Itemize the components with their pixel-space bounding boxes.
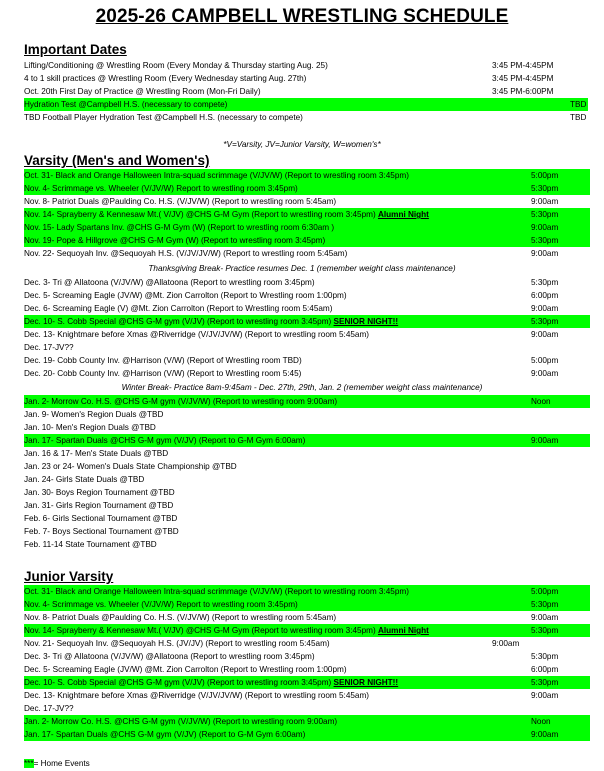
- senior-night-label: SENIOR NIGHT!!: [333, 317, 399, 326]
- varsity-event-row: Nov. 14- Sprayberry & Kennesaw Mt.( V/JV) @CHS G-M Gym (Report to wrestling room 3:45pm) Alumni Night 5:30pm: [24, 208, 590, 221]
- page-title: 2025-26 CAMPBELL WRESTLING SCHEDULE: [95, 6, 509, 27]
- varsity-event-row: Nov. 19- Pope & Hillgrove @CHS G-M Gym (W) (Report to wrestling room 3:45pm) 5:30pm: [24, 234, 590, 247]
- varsity-event-row: Jan. 10- Men's Region Duals @TBD: [24, 423, 156, 432]
- varsity-event-row: Jan. 24- Girls State Duals @TBD: [24, 475, 145, 484]
- legend-note: *V=Varsity, JV=Junior Varsity, W=women's*: [223, 140, 381, 149]
- varsity-event-row: Dec. 10- S. Cobb Special @CHS G-M gym (V/JV) (Report to wrestling room 3:45pm) SENIOR NIGHT!! 5:30pm: [24, 315, 590, 328]
- home-marker: ***: [24, 759, 34, 768]
- varsity-event-row: Feb. 6- Girls Sectional Tournament @TBD: [24, 514, 178, 523]
- varsity-event-row: Jan. 2- Morrow Co. H.S. @CHS G-M gym (V/JV/W) (Report to wrestling room 9:00am) Noon: [24, 395, 590, 408]
- jv-event-row: Dec. 3- Tri @ Allatoona (V/JV/W) @Allatoona (Report to wrestling room 3:45pm) 5:30pm: [24, 652, 559, 661]
- varsity-event-row: Oct. 31- Black and Orange Halloween Intra-squad scrimmage (V/JV/W) (Report to wrestling room 3:45pm) 5:00pm: [24, 169, 590, 182]
- jv-event-row: Dec. 5- Screaming Eagle (JV/W) @Mt. Zion Carrolton (Report to Wrestling room 1:00pm) 6:00pm: [24, 665, 559, 674]
- home-events-legend: ***= Home Events: [24, 759, 90, 768]
- jv-event-row: Nov. 21- Sequoyah Inv. @Sequoyah H.S. (JV/JV) (Report to wrestling room 5:45am) 9:00am: [24, 639, 520, 648]
- varsity-event-row: Dec. 13- Knightmare before Xmas @Riverridge (V/JV/JV/W) (Report to wrestling room 5:45am) 9:00am: [24, 330, 559, 339]
- alumni-night-label: Alumni Night: [377, 626, 429, 635]
- varsity-event-row: Nov. 8- Patriot Duals @Paulding Co. H.S. (V/JV/W) (Report to wrestling room 5:45am) 9:00am: [24, 197, 559, 206]
- varsity-event-row: Nov. 15- Lady Spartans Inv. @CHS G-M Gym (W) (Report to wrestling room 6:30am ) 9:00am: [24, 221, 590, 234]
- varsity-event-row: Jan. 17- Spartan Duals @CHS G-M gym (V/JV) (Report to G-M Gym 6:00am) 9:00am: [24, 434, 590, 447]
- jv-event-row: Dec. 17-JV??: [24, 704, 74, 713]
- jv-event-row: Nov. 4- Scrimmage vs. Wheeler (V/JV/W) Report to wrestling room 3:45pm) 5:30pm: [24, 598, 590, 611]
- junior-varsity-heading: Junior Varsity: [24, 569, 114, 584]
- varsity-event-row: Dec. 19- Cobb County Inv. @Harrison (V/W) (Report of Wrestling room TBD) 5:00pm: [24, 356, 559, 365]
- varsity-event-row: Jan. 16 & 17- Men's State Duals @TBD: [24, 449, 169, 458]
- varsity-event-row: Nov. 22- Sequoyah Inv. @Sequoyah H.S. (V/JV/JV/W) (Report to wrestling room 5:45am) 9:00am: [24, 249, 559, 258]
- varsity-event-row: Feb. 7- Boys Sectional Tournament @TBD: [24, 527, 179, 536]
- varsity-event-row: Feb. 11-14 State Tournament @TBD: [24, 540, 157, 549]
- winter-break-note: Winter Break- Practice 8am-9:45am - Dec. 27th, 29th, Jan. 2 (remember weight class maintenance): [121, 383, 483, 392]
- varsity-heading: Varsity (Men's and Women's): [24, 153, 210, 168]
- varsity-event-row: Jan. 30- Boys Region Tournament @TBD: [24, 488, 175, 497]
- varsity-event-row: Jan. 9- Women's Region Duals @TBD: [24, 410, 164, 419]
- varsity-event-row: Jan. 31- Girls Region Tournament @TBD: [24, 501, 174, 510]
- jv-event-row: Nov. 14- Sprayberry & Kennesaw Mt.( V/JV) @CHS G-M Gym (Report to wrestling room 3:45pm) Alumni Night 5:30pm: [24, 624, 590, 637]
- varsity-event-row: Dec. 5- Screaming Eagle (JV/W) @Mt. Zion Carrolton (Report to Wrestling room 1:00pm) 6:00pm: [24, 291, 559, 300]
- important-date-row: TBD Football Player Hydration Test @Campbell H.S. (necessary to compete) TBD: [24, 113, 587, 122]
- thanksgiving-note: Thanksgiving Break- Practice resumes Dec. 1 (remember weight class maintenance): [148, 264, 456, 273]
- senior-night-label: SENIOR NIGHT!!: [333, 678, 399, 687]
- varsity-event-row: Dec. 17-JV??: [24, 343, 74, 352]
- varsity-event-row: Nov. 4- Scrimmage vs. Wheeler (V/JV/W) Report to wrestling room 3:45pm) 5:30pm: [24, 182, 590, 195]
- jv-event-row: Oct. 31- Black and Orange Halloween Intra-squad scrimmage (V/JV/W) (Report to wrestling room 3:45pm) 5:00pm: [24, 585, 590, 598]
- jv-event-row: Nov. 8- Patriot Duals @Paulding Co. H.S. (V/JV/W) (Report to wrestling room 5:45am) 9:00am: [24, 613, 559, 622]
- important-date-row: 4 to 1 skill practices @ Wrestling Room (Every Wednesday starting Aug. 27th) 3:45 PM-4:45PM: [24, 74, 554, 83]
- important-dates-heading: Important Dates: [24, 42, 127, 57]
- important-date-row: Oct. 20th First Day of Practice @ Wrestling Room (Mon-Fri Daily) 3:45 PM-6:00PM: [24, 87, 554, 96]
- important-date-row: Lifting/Conditioning @ Wrestling Room (Every Monday & Thursday starting Aug. 25) 3:45 PM-4:45PM: [24, 61, 554, 70]
- varsity-event-row: Dec. 3- Tri @ Allatoona (V/JV/W) @Allatoona (Report to wrestling room 3:45pm) 5:30pm: [24, 278, 559, 287]
- varsity-event-row: Jan. 23 or 24- Women's Duals State Championship @TBD: [24, 462, 237, 471]
- alumni-night-label: Alumni Night: [377, 210, 429, 219]
- jv-event-row: Jan. 2- Morrow Co. H.S. @CHS G-M gym (V/JV/W) (Report to wrestling room 9:00am) Noon: [24, 715, 590, 728]
- varsity-event-row: Dec. 6- Screaming Eagle (V) @Mt. Zion Carrolton (Report to Wrestling room 5:45am) 9:00am: [24, 304, 559, 313]
- jv-event-row: Dec. 13- Knightmare before Xmas @Riverridge (V/JV/JV/W) (Report to wrestling room 5:45am) 9:00am: [24, 691, 559, 700]
- jv-event-row: Dec. 10- S. Cobb Special @CHS G-M gym (V/JV) (Report to wrestling room 3:45pm) SENIOR NIGHT!! 5:30pm: [24, 676, 590, 689]
- important-date-row: Hydration Test @Campbell H.S. (necessary to compete) TBD: [24, 100, 587, 109]
- varsity-event-row: Dec. 20- Cobb County Inv. @Harrison (V/W) (Report to Wrestling room 5:45) 9:00am: [24, 369, 559, 378]
- jv-event-row: Jan. 17- Spartan Duals @CHS G-M gym (V/JV) (Report to G-M Gym 6:00am) 9:00am: [24, 728, 590, 741]
